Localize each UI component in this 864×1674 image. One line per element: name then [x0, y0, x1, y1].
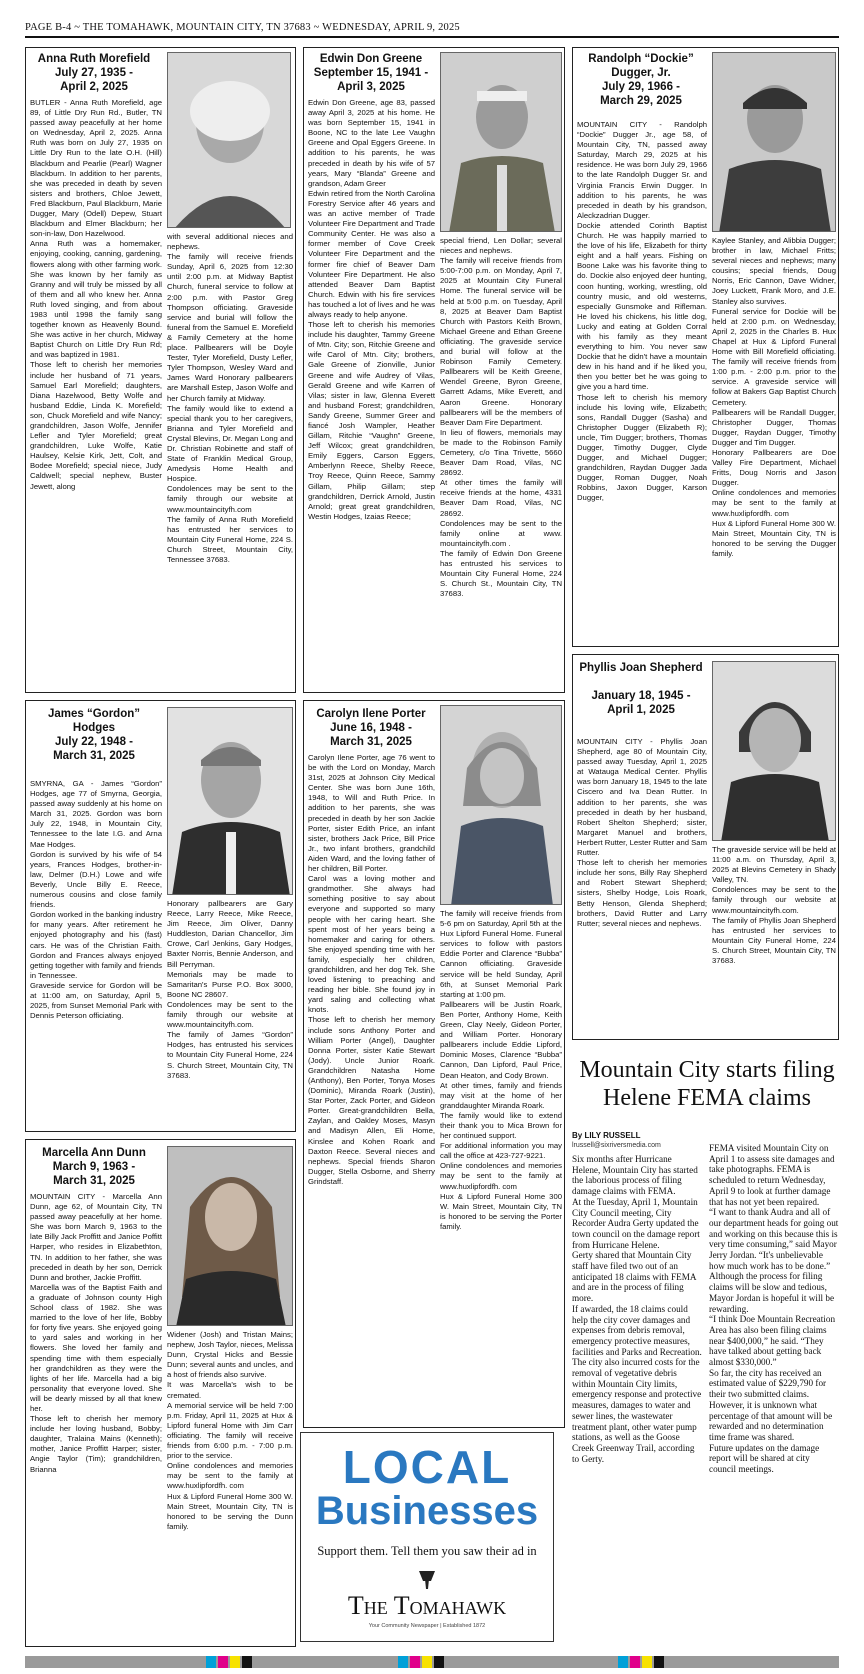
obituary-text-col1: Edwin Don Greene, age 83, passed away April 3, 2025 at his home. He was born September 15, 1941 in Boone, NC to the late Lee Vaughn Greene and Opal Eggers Greene. In addition to his parents, he was preceded in death by his wife of 57 years, Mary “Blanda” Greene and grandson, Adam Greer Edwin retired from the North Carolina Forestry Service after 46 years and was an active member of Trade Volunteer Fire Department and Trade Community Center. He was also a former member of Cove Creek Volunteer Fire Department and the former fire chief of Beaver Dam Volunteer Fire Department. He also attended Beaver Dam Baptist Church. Edwin with his fire services has touched a lot of lives and he was always ready to help anyone. Those left to cherish his memories include his daughter, Tammy Greene of Mtn. City; son, Ritchie Greene and wife Carol of Mtn. City; brothers, Gale Greene of Zionville, Junior Greene and wife Audrey of Vilas, Gerald Greene and wife Karren of Vilas; sister in law, Glenna Everett and husband Forest; grandchildren, Sandy Greene, Summer Greer and fiancé Josh Wampler, Heather Gillam, Ritchie “Vaughn” Greene, Jeff Wilcox; great grandchildren, Emily Eggers, Carson Eggers, Amberlynn Reece, Shelby Reece, Troy Reece, Quinn Reece, Sammy Gillam, Philip Gillam; step grandchildren, Derrick Arnold, Justin Arnold; great great grandchildren, Westin Hodges, Izaias Reece;: [308, 98, 435, 521]
registration-mark: [218, 1656, 228, 1668]
obituary-dates: September 15, 1941 - April 3, 2025: [313, 67, 429, 93]
obituary-text-col2: The graveside service will be held at 11:00 a.m. on Thursday, April 3, 2025 at Blevins Cemetery in Shady Valley, TN. Condolences may be sent to the family through our website at www.mountaincityfh.com. The family of Phyllis Joan Shepherd has entrusted her services to Mountain City Funeral Home, 224 S. Church Street, Mountain City, TN 37683.: [712, 845, 836, 966]
obituary-name: Phyllis Joan Shepherd: [579, 662, 703, 674]
obituary-name: Marcella Ann Dunn: [42, 1147, 146, 1159]
obituary-dates: July 29, 1966 - March 29, 2025: [600, 81, 682, 107]
obituary-dates: June 16, 1948 - March 31, 2025: [330, 722, 412, 748]
obituary-text-col2: special friend, Len Dollar; several nieces and nephews. The family will receive friends from 5:00-7:00 p.m. on Monday, April 7, 2025 at Mountain City Funeral Home. The funeral service will be held at 5:00 p.m. on Tuesday, April 8, 2025 at Beaver Dam Baptist Church with Pastors Keith Brown, Michael Greene and Ethan Greene officiating. The graveside service and burial will follow at the Robinson Family Cemetery. Pallbearers will be Keith Greene, Wendel Greene, Byron Greene, Garrett Adams, Mike Everett, and Aaron Greene. Honorary pallbearers will be the members of Beaver Dam Fire Department. In lieu of flowers, memorials may be made to the Robinson Family Cemetery, c/o Tina Trivette, 5660 Beaver Dam Road, Vilas, NC 28692. At other times the family will receive friends at the home, 4331 Beaver Dam Road, Vilas, NC 28692. Condolences may be sent to the family online at www. mountaincityfh.com . The family of Edwin Don Greene has entrusted his services to Mountain City Funeral Home, 224 S. Church St., Mountain City, TN 37683.: [440, 236, 562, 599]
registration-strip: [25, 1656, 839, 1668]
obituary-text-col1: MOUNTAIN CITY - Phyllis Joan Shepherd, age 80 of Mountain City, passed away Tuesday, April 1, 2025 at Watauga Medical Center. Phyllis was born January 18, 1945 to the late Ciscero and Iva Dean Rutter. In addition to her parents, she was preceded in death by her husband, Robert Shelton Shepherd; sister, Margaret Manuel and brothers, Herbert Rutter, Lester Rutter and Sam Rutter. Those left to cherish her memories include her sons, Billy Ray Shepherd and Robert Stewart Shepherd; sisters, Shelby Hodge, Lois Roark, Betty Henson, Glenda Shepherd; brothers, David Rutter and Larry Rutter; several nieces and nephews.: [577, 737, 707, 928]
story-headline: Mountain City starts filing Helene FEMA claims: [579, 1057, 835, 1111]
obituary-text-col1: BUTLER - Anna Ruth Morefield, age 89, of Little Dry Run Rd., Butler, TN passed away peacefully at her home on Wednesday, April 2, 2025. Anna Ruth was born on July 27, 1935 on Little Dry Run to the late O.H. (Hill) Blackburn and Pearlie (Pearl) Wagner Blackburn. In addition to her parents, she was preceded in death by seven sisters and brothers, Chloe Jewett, Fred Blackburn, Paul Blackburn, Marie Dugger, Mary (Odell) Depew, Stuart Blackburn and Elmer Blackburn; her son-in-law, Don Hazelwood. Anna Ruth was a homemaker, enjoying, cooking, canning, gardening, flowers along with other farming work. She was known by her family as Granny and will truly be missed by all of them and all who knew her. Anna Ruth loved singing, and from about 1983 until 1998 the family sang together known as Heavenly Bound. She was active in her church, Midway Baptist Church on Little Dry Run Rd; and was baptized in 1981. Those left to cherish her memories include her husband of 71 years, Samuel Earl Morefield; daughters, Diana Hazelwood, Betty Wolfe and husband Eddie, Linda K. Morefield; son, Chuck Morefield and wife Nancy; grandchildren, Jason Wolfe, Jennifer Lefler and Tyler Morefield; great grandchildren, Luke Wolfe, Katie Haulsey, Kelsie Kirk, Jett, Colt, and Bodee Morefield; special niece, Judy Caldwell; special nephew, Buster Jewett, along: [30, 98, 162, 491]
registration-mark: [654, 1656, 664, 1668]
ad-slogan: Support them. Tell them you saw their ad in: [317, 1544, 537, 1558]
portrait-photo: [167, 52, 291, 228]
obituary-dates: July 27, 1935 - April 2, 2025: [55, 67, 133, 93]
obituary-text-col1: MOUNTAIN CITY - Randolph “Dockie” Dugger Jr., age 58, of Mountain City, TN, passed away Saturday, March 29, 2025 at his residence. He was born July 29, 1966 to the late Randolph Dugger Sr. and Virginia Francis Erwin Dugger. In addition to his parents, he was preceded in death by his grandson, Aleckzadrian Dugger. Dockie attended Corinth Baptist Church. He was happily married to the love of his life, Elizabeth for thirty eight and a half years. Fishing on Boone Lake was his favorite thing to do. Dockie also enjoyed deer hunting, coon hunting, working, wrestling, old country music, and old westerns, especially Gunsmoke and Rifleman. He loved his chickens, his little dog, Lucky and eating at Golden Corral with his family as they meant everything to him. You never saw Dockie that he didn't have a mountain dew in his hand and if he liked you, then you better bet he was going to give you a hard time. Those left to cherish his memory include his loving wife, Elizabeth; sons, Randall Dugger (Sasha) and Christopher Dugger (Elizabeth R); uncle, Tim Dugger; brothers, Thomas Dugger, Timothy Dugger, Clyde Dugger, and Michael Dugger; grandchildren, Raydan Dugger Jada Dugger, Roman Dugger, Noah Robbins, Jaxon Dugger, Karson Dugger,: [577, 120, 707, 503]
portrait-photo: [167, 707, 293, 895]
registration-mark: [206, 1656, 216, 1668]
story-text-col2: FEMA visited Mountain City on April 1 to assess site damages and take photographs. FEMA is scheduled to return Wednesday, April 9 to look at further damage that has not yet been repaired. “I want to thank Audra and all of our department heads for going out and working on this because this is very time consuming,” said Mayor Jerry Jordan. “It's unbelievable how much work has to be done.” Although the process for filing claims will be slow and tedious, Mayor Jordan is hopeful it will be rewarding. “I think Doe Mountain Recreation Area has also been filing claims near $400,000,” he said. “They have talked about getting back almost $330,000.” So far, the city has received an estimated value of $229,790 for their two submitted claims. However, it is unknown what percentage of that amount will be rewarded and no determination time frame was shared. Future updates on the damage report will be shared at city council meetings.: [709, 1143, 839, 1475]
obituary-name: Randolph “Dockie” Dugger, Jr.: [588, 53, 694, 79]
obituary-name: Anna Ruth Morefield: [37, 53, 151, 65]
portrait-photo: [712, 52, 836, 232]
registration-mark: [242, 1656, 252, 1668]
obituary-name: Edwin Don Greene: [319, 53, 423, 65]
obituary-text-col2: The family will receive friends from 5-6 pm on Saturday, April 5th at the Hux Lipford Funeral Home. Funeral services to follow with pastors Eddie Porter and Clarence “Bubba” Cannon officiating. Graveside service will be held Sunday, April 6th, at Sunset Memorial Park starting at 1:00 pm. Pallbearers will be Justin Roark, Ben Porter, Anthony Home, Keith Green, Clay Neely, Gideon Porter, and William Porter. Honorary pallbearers include Eddie Lipford, Dominic Moses, Clarence “Bubba” Cannon, Dan Lipford, Paul Price, Dean Heaton, and Cody Brown. At other times, family and friends may visit at the home of her granddaughter Miranda Roark. The family would like to extend their thank you to Mica Brown for her continued support. For additional information you may call the office at 423-727-9221. Online condolences and memories may be sent to the family at www.huxlipfordfh. com Hux & Lipford Funeral Home 300 W. Main Street, Mountain City, TN is honored to be serving the Porter family.: [440, 909, 562, 1231]
ad-local-word: LOCAL: [342, 1441, 512, 1493]
portrait-photo: [167, 1146, 293, 1326]
portrait-photo: [712, 661, 836, 841]
obituary-dunn: [25, 1139, 296, 1647]
obituary-dates: July 22, 1948 - March 31, 2025: [53, 736, 135, 762]
obituary-text-col1: SMYRNA, GA - James “Gordon” Hodges, age 77 of Smyrna, Georgia, passed away suddenly at his home on March 31, 2025. Gordon was born July 22, 1948, in Mountain City, Tennessee to the late I.G. and Arna Mae Hodges. Gordon is survived by his wife of 54 years, Frances Hodges, brother-in-law, Delmer (D.H.) Lowe and wife Beverly, Uncle Billy E. Reece, numerous cousins and close family friends. Gordon worked in the banking industry for many years. After retirement he enjoyed photography and his (fast) cars. He was of the Christian Faith. Gordon and Frances always enjoyed getting together with family and friends in Tennessee. Graveside service for Gordon will be at 11:00 am, on Saturday, April 5, 2025, from Sunset Memorial Park with Dennis Peterson officiating.: [30, 779, 162, 1021]
obituary-dates: March 9, 1963 - March 31, 2025: [52, 1161, 136, 1187]
registration-mark: [398, 1656, 408, 1668]
obituary-text-col2: Kaylee Stanley, and Alibbia Dugger; brother in law, Michael Fritts; several nieces and nephews; many cousins; special friends, Doug Norris, Eric Cannon, Dave Widner, Joey Luckett, Frank Moro, and J.E. Stanley also survives. Funeral service for Dockie will be held at 2:00 p.m. on Wednesday, April 2, 2025 in the Charles B. Hux Chapel at Hux & Lipford Funeral Home with Bill Morefield officiating. The family will receive friends from 1:00 p.m. - 2:00 p.m. prior to the service. A graveside service will follow at Bakers Gap Baptist Church Cemetery. Pallbearers will be Randall Dugger, Christopher Dugger, Thomas Dugger, Raydan Dugger, Timothy Dugger and Tim Dugger. Honorary Pallbearers are Doe Valley Fire Department, Michael Fritts, Doug Norris and Jason Dugger. Online condolences and memories may be sent to the family at www.huxlipfordfh. com Hux & Lipford Funeral Home 300 W. Main Street, Mountain City, TN is honored to be serving the Dugger family.: [712, 236, 836, 558]
registration-mark: [230, 1656, 240, 1668]
obituary-name: Carolyn Ilene Porter: [316, 708, 426, 720]
obituary-porter: [303, 700, 565, 1428]
obituary-dugger: [572, 47, 839, 647]
ad-businesses-word: Businesses: [315, 1489, 539, 1533]
obituary-text-col2: Honorary pallbearers are Gary Reece, Larry Reece, Mike Reece, Jim Reece, Jim Oliver, Danny Huddleston, Darian Chancellor, Jim Crowe, Carl Jenkins, Gary Hodges, Baxter Norris, Bennie Anderson, and Bill Perryman. Memorials may be made to Samaritan's Purse P.O. Box 3000, Boone NC 28607. Condolences may be sent to the family through our website at www.mountaincityfh.com. The family of James “Gordon” Hodges, has entrusted his services to Mountain City Funeral Home, 224 S. Church Street, Mountain City, TN 37683.: [167, 899, 293, 1080]
obituary-text-col2: with several additional nieces and nephews. The family will receive friends Sunday, April 6, 2025 from 12:30 until 2:00 p.m. at Midway Baptist Church, funeral service to follow at 2:00 p.m. with Pastor Greg Thompson officiating. Graveside service and burial will follow the funeral from the Samuel E. Morefield & Family Cemetery at the home place. Pallbearers will be Doyle Tester, Tyler Morefield, Dusty Lefler, Tyler Thompson, Wesley Ward and James Ward Honorary pallbearers are Marshall Estep, Jason Wolfe and her Church family at Midway. The family would like to extend a special thank you to her caregivers, Brianna and Tyler Morefield and Crystal Blevins, Dr. Megan Long and Dr. Christian Robinette and staff of State of Franklin Medical Group, Amedysis Home Health and Hospice. Condolences may be sent to the family through our website at www.mountaincityfh.com The family of Anna Ruth Morefield has entrusted her services to Mountain City Funeral Home, 224 S. Church Street, Mountain City, Tennessee 37683.: [167, 232, 293, 564]
obituary-morefield: [25, 47, 296, 693]
obituary-text-col1: Carolyn Ilene Porter, age 76 went to be with the Lord on Monday, March 31st, 2025 at Johnson City Medical Center. She was born June 16th, 1948, to Will and Ruth Price. In addition to her parents, she was preceded in death by her son Jackie Porter, sister Edith Price, an infant sister, brothers Jack Price, Bill Price Jr., two infant brothers, grandchild Aiden Ward, and the loving father of her children, Bill Porter. Carol was a loving mother and grandmother. She always had something positive to say about everyone and supported so many people with her caring heart. She spent most of her years being a homemaker and caring for others. She enjoyed spending time with her family, especially her children, grandchildren, and her dog Tek. She loved listening to preaching and reading her bible. She found joy in yard saling and collecting what knots. Those left to cherish her memory include sons Anthony Porter and William Porter (Angel), Daughter Donna Porter, sister Katie Stewart (Jody). Uncle Junior Roark. Grandchildren Natasha Home (Anthony), Ben Porter, Tonya Moses (Dominic), Miranda Roark (Justin), Star Porter, Zack Porter, and Gideon Porter. Great-grandchildren Bella, Zaylan, and Oakley Moses, Masyn and Madisyn Allen, Eli Home, Kinslee and Kohen Roark and Daxton Reece. Several nieces and nephews. Special friends Sharon Dugger, Stella Osborne, and Sherry Grindstaff.: [308, 753, 435, 1186]
portrait-photo: [440, 705, 562, 905]
ad-tagline: Your Community Newspaper | Established 1872: [368, 1623, 486, 1629]
registration-mark: [642, 1656, 652, 1668]
obituary-text-col2: Widener (Josh) and Tristan Mains; nephew, Josh Taylor, nieces, Melissa Dunn, Crystal Hicks and Bessie Dunn; several aunts and uncles, and a host of friends also survive. It was Marcella's wish to be cremated. A memorial service will be held 7:00 p.m. Friday, April 11, 2025 at Hux & Lipford funeral Home with Jim Carr officiating. The family will receive friends from 6:00 p.m. - 7:00 p.m. prior to the service. Online condolences and memories may be sent to the family at www.huxlipfordfh. com Hux & Lipford Funeral Home 300 W. Main Street, Mountain City, TN is honored to be serving the Dunn family.: [167, 1330, 293, 1531]
story-byline: By LILY RUSSELL: [572, 1131, 641, 1140]
obituary-greene: [303, 47, 565, 693]
registration-mark: [422, 1656, 432, 1668]
registration-mark: [434, 1656, 444, 1668]
obituary-name: James “Gordon” Hodges: [47, 708, 141, 734]
story-email: lrussell@sixriversmedia.com: [572, 1142, 661, 1149]
obituary-dates: January 18, 1945 - April 1, 2025: [591, 690, 691, 716]
local-businesses-ad: [300, 1432, 554, 1642]
story-text-col1: Six months after Hurricane Helene, Mountain City has started the laborious process of filing damage claims with FEMA. At the Tuesday, April 1, Mountain City Council meeting, City Recorder Audra Gerty updated the town council on the damage report from Hurricane Helene. Gerty shared that Mountain City staff have filed two out of an anticipated 18 claims with FEMA and are in the process of filing more. If awarded, the 18 claims could help the city cover damages and expenses from debris removal, emergency protective measures, facilities and Parks and Recreation. The city also incurred costs for the removal of vegetative debris within Mountain City limits, emergency response and protective measures, damages to water and sewer lines, the wastewater treatment plant, other water pump stations, as well as the Goose Creek Greenway Trail, according to Gerty.: [572, 1154, 702, 1464]
registration-mark: [630, 1656, 640, 1668]
portrait-photo: [440, 52, 562, 232]
obituary-hodges: [25, 700, 296, 1132]
obituary-text-col1: MOUNTAIN CITY - Marcella Ann Dunn, age 62, of Mountain City, TN passed away peacefully at her home. She was born March 9, 1963 to the late Billy Jack Proffitt and Janice Poffitt Harper, who resides in Elizabethton, TN. In addition to her father, she was preceded in death by her son, Derrick Dunn and brother, Jackie Proffitt. Marcella was of the Baptist Faith and a graduate of Johnson county High School class of 1982. She was married to the love of her life, Bobby for forty five years. She enjoyed going to yard sales and working in her flowers. She loved her family and spending time with them especially her grandchildren as they were the lights of her life. Marcella had a big personality that everyone loved. She will be dearly missed by all that knew her. Those left to cherish her memory include her loving husband, Bobby; daughter, Tralaina Mains (Kenneth); mother, Janice Proffitt Harper; sister, Angie Taylor (Tim); grandchildren, Brianna: [30, 1192, 162, 1474]
registration-mark: [410, 1656, 420, 1668]
page-folio: PAGE B-4 ~ THE TOMAHAWK, MOUNTAIN CITY, TN 37683 ~ WEDNESDAY, APRIL 9, 2025: [25, 22, 839, 38]
obituary-shepherd: [572, 654, 839, 1040]
ad-paper-name: The Tomahawk: [347, 1591, 507, 1620]
registration-mark: [618, 1656, 628, 1668]
